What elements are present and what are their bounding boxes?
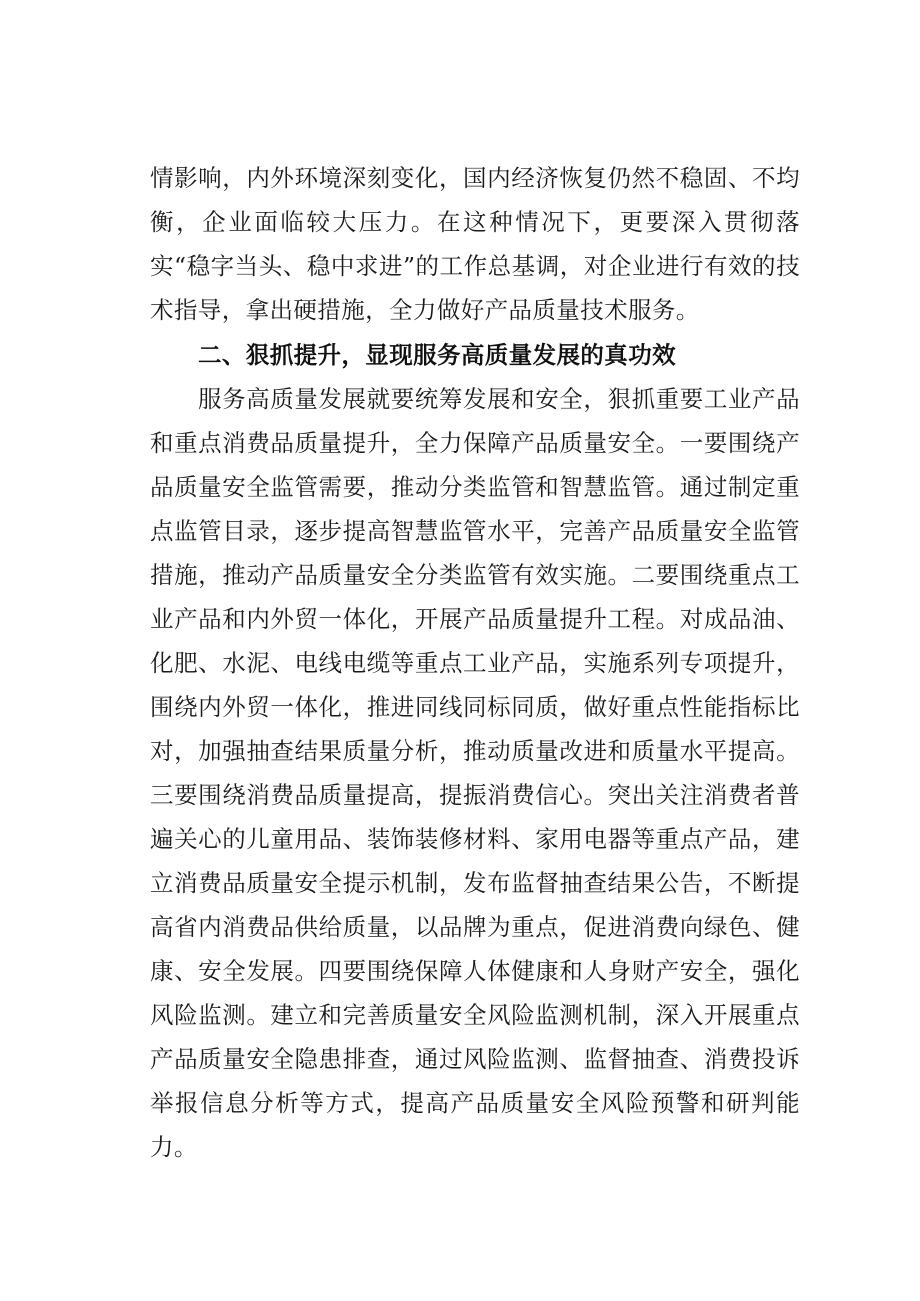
- section-heading: 二、狠抓提升，显现服务高质量发展的真功效: [198, 341, 676, 369]
- section-paragraph: 服务高质量发展就要统筹发展和安全，狠抓重要工业产品和重点消费品质量提升，全力保障产品质量安全。一要围绕产品质量安全监管需要，推动分类监管和智慧监管。通过制定重点监管目录，逐步提高智慧监管水平，完善产品质量安全监管措施，推动产品质量安全分类监管有效实施。二要围绕重点工业产品和内外贸一体化，开展产品质量提升工程。对成品油、化肥、水泥、电线电缆等重点工业产品，实施系列专项提升，围绕内外贸一体化，推进同线同标同质，做好重点性能指标比对，加强抽查结果质量分析，推动质量改进和质量水平提高。三要围绕消费品质量提高，提振消费信心。突出关注消费者普遍关心的儿童用品、装饰装修材料、家用电器等重点产品，建立消费品质量安全提示机制，发布监督抽查结果公告，不断提高省内消费品供给质量，以品牌为重点，促进消费向绿色、健康、安全发展。四要围绕保障人体健康和人身财产安全，强化风险监测。建立和完善质量安全风险监测机制，深入开展重点产品质量安全隐患排查，通过风险监测、监督抽查、消费投诉举报信息分析等方式，提高产品质量安全风险预警和研判能力。: [150, 385, 800, 1161]
- continuation-paragraph: 情影响，内外环境深刻变化，国内经济恢复仍然不稳固、不均衡，企业面临较大压力。在这种情况下，更要深入贯彻落实“稳字当头、稳中求进”的工作总基调，对企业进行有效的技术指导，拿出硬措施，全力做好产品质量技术服务。: [150, 164, 800, 324]
